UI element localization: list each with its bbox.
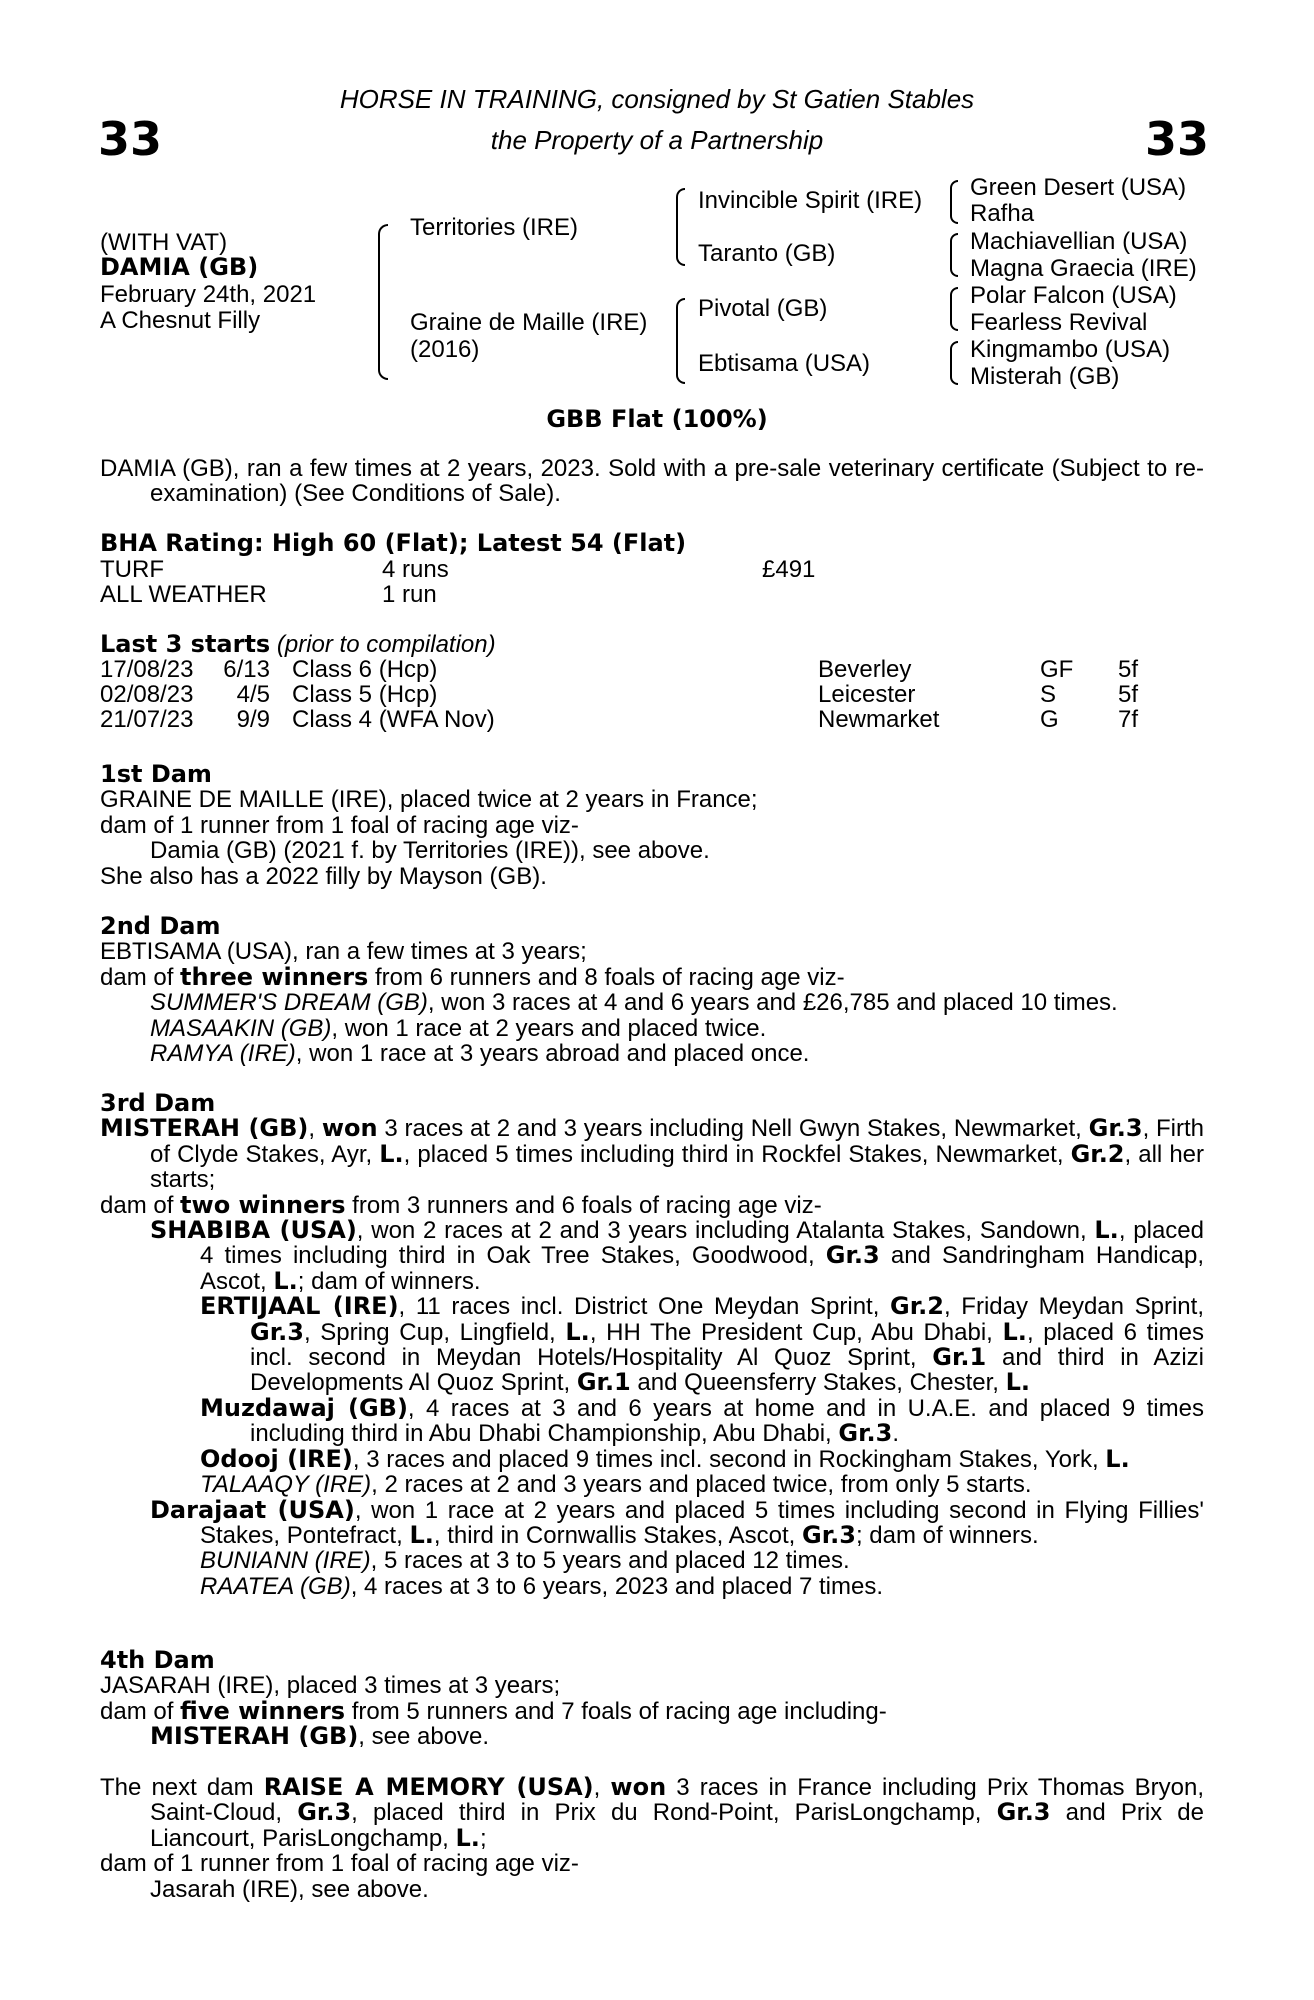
third-dam-grandoffspring: Odooj (IRE), 3 races and placed 9 times incl. second in Rockingham Stakes, York, L.: [200, 1444, 1130, 1473]
second-dam-heading: 2nd Dam: [100, 912, 221, 940]
third-dam-line: dam of two winners from 3 runners and 6 foals of racing age viz-: [100, 1190, 822, 1219]
bracket-sire-dam: [378, 224, 388, 380]
starts-row: [100, 707, 1204, 732]
starts-cell-dist: 5f: [1118, 681, 1139, 708]
pedigree-dam: Graine de Maille (IRE): [410, 309, 648, 336]
vat-note: (WITH VAT): [100, 229, 228, 256]
pedigree-dam-dam: Ebtisama (USA): [698, 350, 871, 377]
starts-cell-going: GF: [1040, 656, 1074, 683]
starts-cell-dist: 7f: [1118, 706, 1139, 733]
bracket-g2: [950, 233, 958, 277]
next-dam-section: [100, 1775, 1204, 1902]
third-dam-grandoffspring: RAATEA (GB), 4 races at 3 to 6 years, 2023 and placed 7 times.: [200, 1572, 883, 1600]
starts-cell-going: S: [1040, 681, 1057, 708]
pedigree-sire: Territories (IRE): [410, 214, 579, 241]
pedigree-g8: Misterah (GB): [970, 363, 1120, 390]
turf-label: TURF: [100, 556, 164, 583]
bracket-g3: [950, 287, 958, 331]
lot-number-left: 33: [98, 112, 163, 166]
second-dam-offspring: MASAAKIN (GB), won 1 race at 2 years and placed twice.: [150, 1014, 767, 1042]
pedigree-sire-sire: Invincible Spirit (IRE): [698, 187, 923, 214]
third-dam-record: MISTERAH (GB), won 3 races at 2 and 3 years including Nell Gwyn Stakes, Newmarket, Gr.3, Firth of Clyde Stakes, Ayr, L., placed 5 times including third in Rockfel Stakes, Newmarket, Gr.2, all her starts;: [100, 1114, 1205, 1194]
starts-cell-race: Class 5 (Hcp): [292, 681, 438, 708]
first-dam-line: She also has a 2022 filly by Mayson (GB).: [100, 862, 547, 890]
rating-heading: BHA Rating: High 60 (Flat); Latest 54 (Flat): [100, 529, 687, 557]
pedigree-g1: Green Desert (USA): [970, 174, 1187, 201]
first-dam-line: GRAINE DE MAILLE (IRE), placed twice at 2 years in France;: [100, 786, 758, 814]
fourth-dam-section: [100, 1648, 1204, 1750]
aw-label: ALL WEATHER: [100, 581, 267, 608]
second-dam-offspring: RAMYA (IRE), won 1 race at 3 years abroad and placed once.: [150, 1040, 810, 1068]
first-dam-section: [100, 762, 1204, 889]
second-dam-line: dam of three winners from 6 runners and 8 foals of racing age viz-: [100, 962, 845, 991]
first-dam-heading: 1st Dam: [100, 760, 212, 788]
bracket-sire-parents: [676, 188, 685, 266]
pedigree-sire-dam: Taranto (GB): [698, 240, 836, 267]
pedigree-g5: Polar Falcon (USA): [970, 282, 1177, 309]
fourth-dam-line: JASARAH (IRE), placed 3 times at 3 years;: [100, 1672, 561, 1700]
starts-cell-pos: 9/9: [236, 706, 270, 733]
pedigree-g6: Fearless Revival: [970, 309, 1148, 336]
starts-cell-date: 02/08/23: [100, 681, 194, 708]
pedigree-g2: Rafha: [970, 200, 1035, 227]
horse-name: DAMIA (GB): [100, 253, 259, 281]
third-dam-grandoffspring: ERTIJAAL (IRE), 11 races incl. District One Meydan Sprint, Gr.2, Friday Meydan Sprint, Gr.3, Spring Cup, Lingfield, L., HH The President Cup, Abu Dhabi, L., placed 6 times incl. second in Meydan Hotels/Hospitality Al Quoz Sprint, Gr.1 and third in Azizi Developments Al Quoz Sprint, Gr.1 and Queensferry Stakes, Chester, L.: [200, 1292, 1204, 1397]
starts-cell-dist: 5f: [1118, 656, 1139, 683]
header-title: HORSE IN TRAINING, consigned by St Gatien Stables: [339, 84, 975, 114]
starts-row: [100, 657, 1204, 682]
starts-cell-pos: 4/5: [236, 681, 270, 708]
starts-cell-pos: 6/13: [223, 656, 270, 683]
first-dam-line: Damia (GB) (2021 f. by Territories (IRE)), see above.: [150, 837, 710, 865]
bracket-dam-parents: [676, 298, 685, 384]
starts-cell-going: G: [1040, 706, 1059, 733]
third-dam-grandoffspring: BUNIANN (IRE), 5 races at 3 to 5 years and placed 12 times.: [200, 1547, 850, 1575]
fourth-dam-line: dam of five winners from 5 runners and 7 foals of racing age including-: [100, 1696, 887, 1725]
second-dam-offspring: SUMMER'S DREAM (GB), won 3 races at 4 and 6 years and £26,785 and placed 10 times.: [150, 989, 1118, 1017]
horse-dob: February 24th, 2021: [100, 281, 317, 308]
starts-cell-race: Class 6 (Hcp): [292, 656, 438, 683]
starts-note: (prior to compilation): [276, 631, 496, 658]
starts-cell-course: Newmarket: [818, 706, 940, 733]
third-dam-offspring: SHABIBA (USA), won 2 races at 2 and 3 years including Atalanta Stakes, Sandown, L., placed 4 times including third in Oak Tree Stakes, Goodwood, Gr.3 and Sandringham Handicap, Ascot, L.; dam of winners.: [150, 1216, 1204, 1295]
pedigree-g4: Magna Graecia (IRE): [970, 255, 1197, 282]
starts-heading-row: [100, 632, 496, 657]
starts-row: [100, 682, 1204, 707]
starts-heading: Last 3 starts: [100, 630, 271, 658]
third-dam-offspring: Darajaat (USA), won 1 race at 2 years and placed 5 times including second in Flying Fillies' Stakes, Pontefract, L., third in Cornwallis Stakes, Ascot, Gr.3; dam of winners.: [150, 1495, 1204, 1549]
third-dam-grandoffspring: Muzdawaj (GB), 4 races at 3 and 6 years at home and in U.A.E. and placed 9 times including third in Abu Dhabi Championship, Abu Dhabi, Gr.3.: [200, 1393, 1204, 1448]
pedigree-g7: Kingmambo (USA): [970, 336, 1171, 363]
third-dam-grandoffspring: TALAAQY (IRE), 2 races at 2 and 3 years and placed twice, from only 5 starts.: [200, 1471, 1032, 1499]
starts-cell-race: Class 4 (WFA Nov): [292, 706, 495, 733]
starts-cell-date: 21/07/23: [100, 706, 194, 733]
turf-prize: £491: [762, 556, 816, 583]
intro-block: [100, 456, 1204, 507]
next-dam-record: The next dam RAISE A MEMORY (USA), won 3 races in France including Prix Thomas Bryon, Saint-Cloud, Gr.3, placed third in Prix du Rond-Point, ParisLongchamp, Gr.3 and Prix de Liancourt, ParisLongchamp, L.;: [100, 1773, 1205, 1852]
third-dam-heading: 3rd Dam: [100, 1089, 216, 1117]
horse-description: A Chesnut Filly: [100, 307, 261, 334]
aw-runs: 1 run: [382, 581, 437, 608]
pedigree-g3: Machiavellian (USA): [970, 228, 1188, 255]
turf-runs: 4 runs: [382, 556, 449, 583]
starts-cell-course: Leicester: [818, 681, 916, 708]
starts-cell-date: 17/08/23: [100, 656, 194, 683]
gbb-label: GBB Flat (100%): [546, 405, 768, 433]
first-dam-line: dam of 1 runner from 1 foal of racing age viz-: [100, 811, 579, 839]
starts-cell-course: Beverley: [818, 656, 912, 683]
bracket-g4: [950, 341, 958, 385]
next-dam-line: dam of 1 runner from 1 foal of racing age viz-: [100, 1850, 579, 1878]
third-dam-section: [100, 1091, 1204, 1599]
second-dam-section: [100, 914, 1204, 1066]
next-dam-line: Jasarah (IRE), see above.: [150, 1875, 429, 1903]
bracket-g1: [950, 180, 958, 224]
fourth-dam-offspring: MISTERAH (GB), see above.: [150, 1722, 490, 1751]
lot-number-right: 33: [1145, 112, 1210, 166]
header-subtitle: the Property of a Partnership: [490, 125, 824, 155]
pedigree-dam-sire: Pivotal (GB): [698, 295, 828, 322]
intro-text: DAMIA (GB), ran a few times at 2 years, 2023. Sold with a pre-sale veterinary certificate (Subject to re- examination) (See Conditions of Sale).: [100, 455, 1204, 508]
second-dam-line: EBTISAMA (USA), ran a few times at 3 years;: [100, 938, 587, 966]
pedigree-dam-year: (2016): [410, 336, 480, 363]
fourth-dam-heading: 4th Dam: [100, 1646, 215, 1674]
